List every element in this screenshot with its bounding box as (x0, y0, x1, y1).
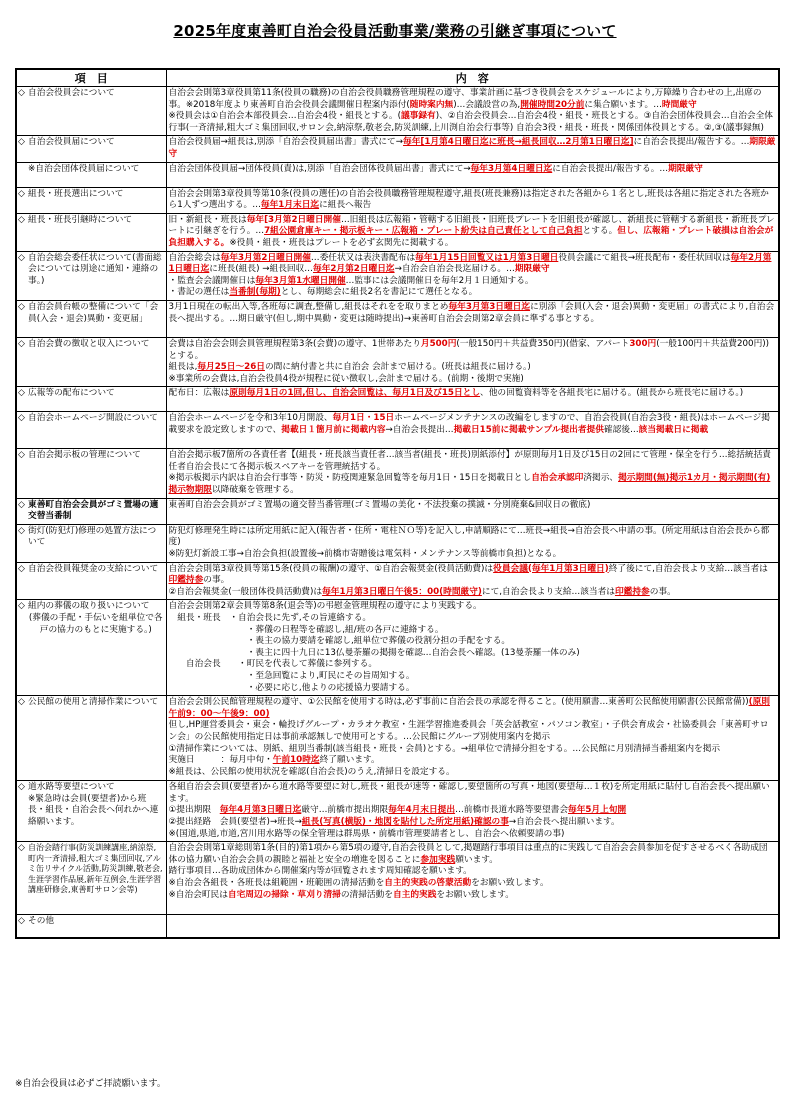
content-text: 自治会会則公民館管理規程の遵守、①公民館を使用する時は,必ず事前に自治会長の承認を得ること。(使用願書…東善町公民館使用願書(公民館常備)) (168, 697, 749, 708)
content-text: 自治会会則第3章役員第11条(役員の職務)の自治会役員職務管理規程の遵守、事業計画に基づき役員会をスケジュールにより,万障繰り合わせの上,出席の事。※2018年度より東善町自治会役員会議開催日程案内添付( (168, 88, 762, 110)
row-item-label: ◇ 自治会総会委任状について(書面総会については別途に通知・連絡の事。) (28, 252, 162, 286)
content-paragraph (169, 287, 777, 299)
highlight-text: 毎年1月15日回覧又は1月第3日曜日 (415, 252, 559, 263)
content-text: 防犯灯修理発生時には所定用紙に記入(報告者・住所・電柱ＮＯ等)を記入し,申請順路にて…班長→組長→自治会長へ申請の事。(所定用紙は自治会長から都度) (168, 525, 770, 548)
row-content (166, 842, 779, 915)
content-text: ※自治会町民は (168, 889, 228, 900)
table-row (16, 213, 779, 251)
content-text: 会費は自治会会則会員管理規程第3条(会費)の遵守、1世帯あたり (168, 338, 421, 349)
row-item (16, 600, 166, 696)
content-text: 自治会ホームページを令和3年10月開設、 (168, 413, 333, 424)
row-content (166, 600, 779, 696)
content-paragraph (169, 549, 777, 561)
content-text: 自治会会則第3章役員等第15条(役員の報酬)の遵守、①自治会報奨金(役員活動費)は (168, 563, 494, 574)
content-text: ・必要に応じ,他よりの応援協力要請する。 (168, 682, 415, 693)
content-text: をお願い致します。 (471, 877, 549, 888)
row-content (166, 915, 779, 939)
content-text: ※自治会各組長・各班長は組範囲・班範囲の清掃活動を (168, 877, 385, 888)
content-text: 踏行事項目…各助成団体から開催案内等が回覧されます周知確認を願います。 (168, 866, 472, 877)
handover-table (15, 68, 780, 939)
content-paragraph (169, 817, 777, 829)
content-text: 以降破棄を管理する。 (211, 485, 299, 496)
table-row (16, 524, 779, 562)
content-text: に別添「会員(入会・退会)異動・変更届」の書式により,自治会長へ提出する。…期日厳守(但し,期中異動・変更は随時提出)→東善町自治会会則第2章会員に準ずる事とする。 (168, 301, 775, 324)
content-text: )…会議設営の為, (453, 99, 521, 110)
highlight-text: 自治会承認印 (531, 473, 584, 484)
content-paragraph (169, 659, 777, 671)
row-item (16, 162, 166, 187)
highlight-text: 毎年1月第3日曜日午後5：00(時間厳守) (322, 586, 482, 597)
content-paragraph (169, 697, 777, 720)
row-item (16, 87, 166, 136)
content-paragraph (169, 843, 777, 866)
content-text: ※役員・組長・班長はプレートを必ず玄関先に掲載する。 (229, 237, 454, 248)
content-paragraph (169, 625, 777, 637)
row-item (16, 412, 166, 449)
content-paragraph (169, 878, 777, 890)
highlight-text: 印鑑持参 (168, 575, 204, 586)
header-item: 項 目 (16, 69, 166, 87)
content-text: …旧組長は広報箱・管轄する旧組長・旧班長プレートを旧組長が確認し、新組長に管轄する新組長・新班長プレートに引継ぎを行う。… (168, 214, 775, 237)
table-row (16, 337, 779, 386)
content-paragraph (169, 564, 777, 587)
content-text: ・喪主の協力要請を確認し,組単位で葬儀の役割分担の手配をする。 (168, 636, 511, 647)
row-item-label: ◇ 東善町自治会会員がゴミ置場の適交替当番制 (28, 499, 159, 522)
content-paragraph (169, 473, 777, 496)
content-text: 自治会総会は (168, 252, 221, 263)
highlight-text: 掲載日１箇月前に掲載内容 (281, 424, 386, 435)
content-text: に集合願います。… (584, 99, 662, 110)
row-content (166, 162, 779, 187)
highlight-text: 毎年2月第2日曜日迄 (313, 264, 395, 275)
row-item-label: ◇ 自治会役員届について (28, 137, 115, 148)
table-row (16, 412, 779, 449)
highlight-text: 原則毎月1日の1回,但し、自治会回覧は、毎月1日及び15日とし (229, 388, 481, 399)
highlight-text: 当番制(毎期) (229, 287, 281, 298)
row-content (166, 524, 779, 562)
content-paragraph (169, 648, 777, 660)
highlight-text: 月500円 (420, 338, 457, 349)
table-row (16, 915, 779, 939)
highlight-text: 参加実践 (420, 854, 456, 865)
row-item-label: ◇ 自治会員台帳の整備について「会員(入会・退会)異動・変更届」 (28, 301, 159, 324)
content-text: ・至急回覧により,町民にその旨周知する。 (168, 670, 415, 681)
content-paragraph (169, 636, 777, 648)
table-row (16, 449, 779, 498)
content-text: 終了願います。 (319, 755, 380, 766)
content-paragraph (169, 720, 777, 743)
content-paragraph (169, 805, 777, 817)
content-text: 組長・班長 ・自治会長に先ず,その旨連絡する。 (168, 613, 372, 623)
content-text: ・葬儀の日程等を確認し,組/班の各戸に連絡する。 (168, 624, 444, 635)
content-text: とする。 (582, 226, 618, 237)
row-item-label: ◇ 組長・班長選出について (28, 188, 124, 199)
highlight-text: 時間厳守 (661, 99, 697, 110)
content-text: 組長は, (168, 362, 198, 373)
content-paragraph (169, 374, 777, 386)
table-row (16, 300, 779, 337)
content-text: →自治会長へ提出願います。 (508, 816, 620, 827)
content-text: 自治会団体役員届→団体役員(責)は,別添「自治会団体役員届出書」書式にて→ (168, 163, 471, 174)
highlight-text: 期限厳守 (668, 163, 703, 174)
row-content (166, 412, 779, 449)
content-text: 3月1日現在の転出入等,各班毎に調査,整備し,組長はそれをを取りまとめ (168, 301, 449, 312)
content-text: ①提出期限 (168, 805, 220, 816)
content-text: 但し,HP運営委員会・東会・輪投げグループ・カラオケ教室・生涯学習推進委員会「英会話教室・パソコン教室」・子供会育成会・社協委員会「東善町サロン会」の公民館使用指定日は事前承認無しで使用可とする。…公民館にグループ別使用案内を掲示 (168, 720, 769, 742)
highlight-text: 毎年3月第2日曜日開催 (220, 252, 311, 263)
row-content (166, 696, 779, 781)
row-content (166, 449, 779, 498)
content-text: 終了後にて,自治会長より支給…該当者は (608, 563, 768, 574)
content-paragraph (169, 866, 777, 878)
table-row (16, 781, 779, 842)
highlight-text: 議事録有 (400, 111, 436, 122)
highlight-text: 開催時間20分前 (520, 99, 585, 110)
highlight-text: 毎年2月第1日曜日迄 (168, 252, 772, 275)
content-paragraph (169, 683, 777, 695)
table-row (16, 842, 779, 915)
row-content (166, 136, 779, 162)
content-text: に自治会長提出/報告する。… (552, 163, 669, 174)
table-header-row (16, 69, 779, 87)
content-text: ・喪主に四十九日に13仏曼荼羅の掲揚を確認…自治会長へ確認。(13曼荼羅一体のみ) (168, 647, 580, 658)
highlight-text: 午前10時迄 (272, 755, 320, 766)
content-paragraph (169, 450, 777, 473)
highlight-text: 毎月25日～26日 (197, 362, 265, 373)
content-text: 旧・新組長・班長は (168, 214, 247, 225)
highlight-text: 期限厳守 (168, 137, 776, 159)
row-content (166, 187, 779, 213)
highlight-text: 自宅周辺の掃除・草刈り清掃 (227, 889, 341, 900)
content-paragraph (169, 755, 777, 767)
row-item (16, 781, 166, 842)
highlight-text: 自主的実践の啓蒙活動 (384, 877, 472, 888)
content-text: 自治会会則第2章会員等第8条(退会等)の弔慰金管理規程の遵守により実践する。 (168, 601, 482, 612)
content-text: 自治会会則第3章役員等第10条(役員の選任)の自治会役員職務管理規程遵守,組長(班長兼務)は指定された各組から１名とし,班長は各組に指定された各班から1人ずつ選出する。… (168, 188, 769, 211)
content-text: ②自治会報奨金(一般団体役員活動費)は (168, 586, 323, 597)
highlight-text: 300円 (629, 338, 657, 349)
content-paragraph (169, 767, 777, 779)
content-text: 、他の回覧資料等を各組長宅に届ける。(組長から班長宅に届ける。) (480, 388, 744, 399)
content-text: 東善町自治会会員がゴミ置場の適交替当番管理(ゴミ置場の美化・不法投棄の撲滅・分別廃棄&回収日の徹底) (168, 499, 591, 510)
footnote: ※自治会役員は必ずご拝読願います。 (15, 1079, 166, 1089)
content-text: をお願い致します。 (436, 889, 514, 900)
row-item (16, 696, 166, 781)
highlight-text: 役員会議(毎年1月第3日曜日) (493, 563, 609, 574)
content-text: (一般100円＋共益費200円)) とする。 (168, 338, 770, 361)
row-item (16, 524, 166, 562)
row-item-label: ◇ 自治会踏行事(防災訓練講座,納涼祭,町内一斉清掃,粗大ゴミ集団回収,アルミ缶リサイクル活動,防災訓練,敬老会,生涯学習作品展,新年互例会,生涯学習講座研修会,東善町サロン会等) (28, 843, 163, 895)
table-row (16, 387, 779, 412)
content-paragraph (169, 253, 777, 276)
content-paragraph (169, 276, 777, 288)
highlight-text: 随時案内無 (409, 99, 454, 110)
content-paragraph (169, 671, 777, 683)
content-text: ・書記の選任は (168, 287, 230, 298)
content-paragraph (169, 744, 777, 756)
content-text: の事。 (203, 575, 230, 586)
row-item (16, 449, 166, 498)
content-text: ※組長は、公民館の使用状況を確認(自治会長)のうえ,清掃日を設定する。 (168, 766, 455, 777)
highlight-text: 毎年3月第1水曜日開催 (255, 275, 346, 286)
highlight-text: 毎年3月第4日曜日迄 (470, 163, 553, 174)
row-item (16, 337, 166, 386)
highlight-text: 自主的実践 (392, 889, 437, 900)
row-item (16, 387, 166, 412)
row-item-label: ◇ 広報等の配布について (28, 388, 115, 399)
content-text: にて,自治会長より支給…該当者は (481, 586, 615, 597)
header-content: 内 容 (166, 69, 779, 87)
table-row (16, 562, 779, 600)
content-paragraph (169, 189, 777, 212)
row-item (16, 251, 166, 300)
content-paragraph (169, 413, 777, 436)
row-item (16, 300, 166, 337)
content-paragraph (169, 890, 777, 902)
row-item (16, 213, 166, 251)
content-text: に班長(組長) →組長回収… (209, 264, 313, 275)
highlight-text: 毎年[3月第2日曜日開催 (246, 214, 341, 225)
highlight-text: 印鑑持参 (614, 586, 650, 597)
content-text: ・監査会会議開催日は (168, 275, 256, 286)
content-text: 自治会掲示板7箇所の各責任者【(組長・班長該当責任者…該当者(組長・班長)別紙添付】が原則毎月1日及び15日の2回にて管理・保全を行う…総括統括責任者自治会長にて各掲示板スペアキーを管理統括する。 (168, 450, 771, 472)
content-text: の清掃活動を (340, 889, 393, 900)
content-paragraph (169, 111, 777, 134)
row-item-label: ◇ 自治会役員会について (28, 88, 115, 98)
row-item-label: (葬儀の手配・手伝いを組単位で各戸の協力のもとに実施する。) (28, 613, 163, 635)
highlight-text: 組長(写真(横版)・地図を貼付した所定用紙)確認の事 (301, 816, 509, 827)
content-text: 自治会会則第1章総則第1条(目的)第1項から第5項の遵守,自治会役員として,掲題踏行事項目は重点的に実践して自治会会員参加を促すさせるべく各助成団体の協力願い自治会会員の親睦と福祉と安全の増進を図ることに (168, 843, 768, 865)
page-title: 2025年度東善町自治会役員活動事業/業務の引継ぎ事項について (173, 22, 617, 40)
row-item-label: ◇ 街灯(防犯灯)修理の処置方法について (28, 525, 157, 548)
content-text: 厳守…前橋市提出期限 (301, 805, 389, 816)
content-text: ※事業所の会費は,自治会役員4役が規程に従い徴収し,会計まで届ける。(前期・後期で実施) (168, 373, 524, 384)
row-content (166, 87, 779, 136)
table-row (16, 696, 779, 781)
content-paragraph (169, 782, 777, 805)
content-paragraph (169, 601, 777, 613)
content-text: 自治会役員届→組長は,別添「自治会役員届出書」書式にて→ (168, 137, 404, 148)
row-item-label: ◇ 自治会ホームページ開設について (28, 413, 158, 424)
content-text: …監事には会議開催日を毎年2月１日通知する。 (345, 275, 534, 286)
content-paragraph (169, 164, 777, 176)
content-paragraph (169, 362, 777, 374)
row-item-label: ◇ 自治会役員報奨金の支給について (28, 563, 159, 574)
content-text: 実施日 ：毎月中旬・ (168, 755, 273, 766)
table-row (16, 498, 779, 524)
content-text: )、②自治会役員会…自治会4役・組長・班長とする。③自治会団体役員会…自治会全体行事(一斉清掃,粗大ゴミ集団回収,サロン会,納涼祭,敬老会,防災訓練,上川渕自治会行事等) 自治会3役・組長・班長・関係団体役員とする。②,③(議事録無) (168, 111, 773, 133)
highlight-text: 毎年3月第3日曜日迄 (448, 301, 531, 312)
content-paragraph (169, 829, 777, 841)
row-item (16, 187, 166, 213)
content-text: 役員会議にて組長→班長配布・委任状回収は (558, 252, 731, 263)
highlight-text: 掲載日15前に掲載サンプル提出者提供 (453, 424, 604, 435)
content-text: の間に納付書と共に自治会 会計まで届ける。(班長は組長に届ける。) (264, 362, 531, 373)
content-paragraph (169, 215, 777, 250)
row-content (166, 562, 779, 600)
row-content (166, 300, 779, 337)
row-item-label: ※緊急時は会員(要望者)から班長・組長・自治会長へ何れかへ連絡願います。 (28, 793, 159, 827)
highlight-text: 掲示期間(無)掲示1カ月・掲示期間(有)掲示物期限 (168, 473, 771, 496)
row-item (16, 842, 166, 915)
highlight-text: 毎年4月第3日曜日迄 (219, 805, 302, 816)
row-item (16, 136, 166, 162)
content-text: 確認後… (603, 424, 639, 435)
row-content (166, 387, 779, 412)
row-item-label: ◇ 自治会費の徴収と収入について (28, 338, 150, 349)
table-row (16, 136, 779, 162)
row-content (166, 498, 779, 524)
content-text: ②提出経路 会員(要望者)→班長→ (168, 816, 302, 827)
highlight-text: (原則午前9：00～午後9：00) (168, 697, 770, 719)
content-text: に組長へ報告 (319, 200, 372, 211)
row-item (16, 562, 166, 600)
row-content (166, 251, 779, 300)
content-paragraph (169, 388, 777, 400)
row-content (166, 213, 779, 251)
content-text: 自治会長 ・町民を代表して葬儀に参列する。 (168, 659, 377, 670)
content-text: 配布日：広報は (168, 388, 230, 399)
row-item-label: ◇ 自治会掲示板の管理について (28, 450, 141, 461)
content-text: ※掲示板掲示内訳は自治会行事等・防災・防疫関連緊急回覧等を毎月1日・15日を掲載日とし (168, 473, 532, 484)
content-paragraph (169, 88, 777, 111)
highlight-text: 期限厳守 (514, 264, 550, 275)
content-text: ※(国道,県道,市道,宮川用水路等の保全管理は群馬県・前橋市管理要請者とし、自治会へ依頼要請の事) (168, 828, 565, 839)
content-paragraph (169, 500, 777, 512)
content-text: に自治会長提出/報告する。… (633, 137, 750, 148)
row-content (166, 781, 779, 842)
content-text: の事。 (649, 586, 676, 597)
content-text: …前橋市長道水路等要望書会 (455, 805, 568, 816)
highlight-text: 毎年1月末日迄 (260, 200, 320, 211)
table-row (16, 251, 779, 300)
content-paragraph (169, 613, 777, 625)
row-item-label: ◇ 道水路等要望について (28, 782, 115, 793)
highlight-text: 毎年5月上旬開 (568, 805, 627, 816)
row-item-label: ◇ その他 (28, 916, 55, 927)
row-content (166, 337, 779, 386)
content-text: →自治会自治会長迄届ける。… (394, 264, 515, 275)
content-text: ※役員会は①自治会本部役員会…自治会4役・組長とする。( (168, 111, 401, 122)
highlight-text: 毎月1日・15日 (332, 413, 395, 424)
row-item (16, 498, 166, 524)
table-row (16, 162, 779, 187)
highlight-text: 但し、広報箱・プレート破損は自治会が負担購入する。 (168, 226, 774, 248)
content-text: 願います。 (455, 854, 498, 865)
content-text: (一般150円＋共益費350円)(借家、アパート (456, 338, 630, 349)
content-paragraph (169, 302, 777, 325)
row-item-label: ◇ 組内の葬儀の取り扱いについて (28, 601, 150, 612)
content-text: →自治会長提出… (385, 424, 454, 435)
highlight-text: 7組公園倉庫キー・掲示板キー・広報箱・プレート紛失は自己責任として自己負担 (264, 226, 583, 237)
content-text: …委任状又は表決書配布は (310, 252, 416, 263)
highlight-text: 該当掲載日に掲載 (638, 424, 709, 435)
row-item-label: ◇ 公民館の使用と清掃作業について (28, 697, 159, 708)
highlight-text: 毎年4月末日提出 (388, 805, 456, 816)
row-item (16, 915, 166, 939)
table-row (16, 600, 779, 696)
content-text: ①清掃作業については、別紙、組別当番制(該当組長・班長・会員)とする。→組単位で清掃分担をする。…公民館に月別清掃当番組案内を掲示 (168, 743, 721, 754)
content-text: 各組自治会会員(要望者)から道水路等要望に対し,班長・組長が速等・確認し,要望箇所の写真・地図(要望毎…１枚)を所定用紙に貼付し自治会長へ提出願います。 (168, 782, 770, 804)
content-text: 済掲示、 (583, 473, 619, 484)
table-row (16, 187, 779, 213)
content-paragraph (169, 526, 777, 549)
row-item-label: ◇ 組長・班長引継時について (28, 214, 133, 225)
table-row (16, 87, 779, 136)
content-paragraph (169, 587, 777, 599)
content-paragraph (169, 137, 777, 160)
content-text: とし、毎期総会に組長2名を書記にて選任となる。 (280, 287, 478, 298)
row-item-label: ※自治会団体役員届について (28, 163, 140, 174)
highlight-text: 毎年[1月第4日曜日迄に班長→組長回収…2月第1日曜日迄] (403, 137, 634, 148)
content-text: ホームページメンテナンスの改編をしますので、自治会役員(自治会3役・組長)はホームページ掲載要求を設定致しますので、 (168, 413, 770, 435)
content-paragraph (169, 339, 777, 362)
content-text: ※防犯灯新設工事→自治会負担(設置後→前橋市寄贈後は電気料・メンテナンス等前橋市負担)となる。 (168, 549, 562, 560)
